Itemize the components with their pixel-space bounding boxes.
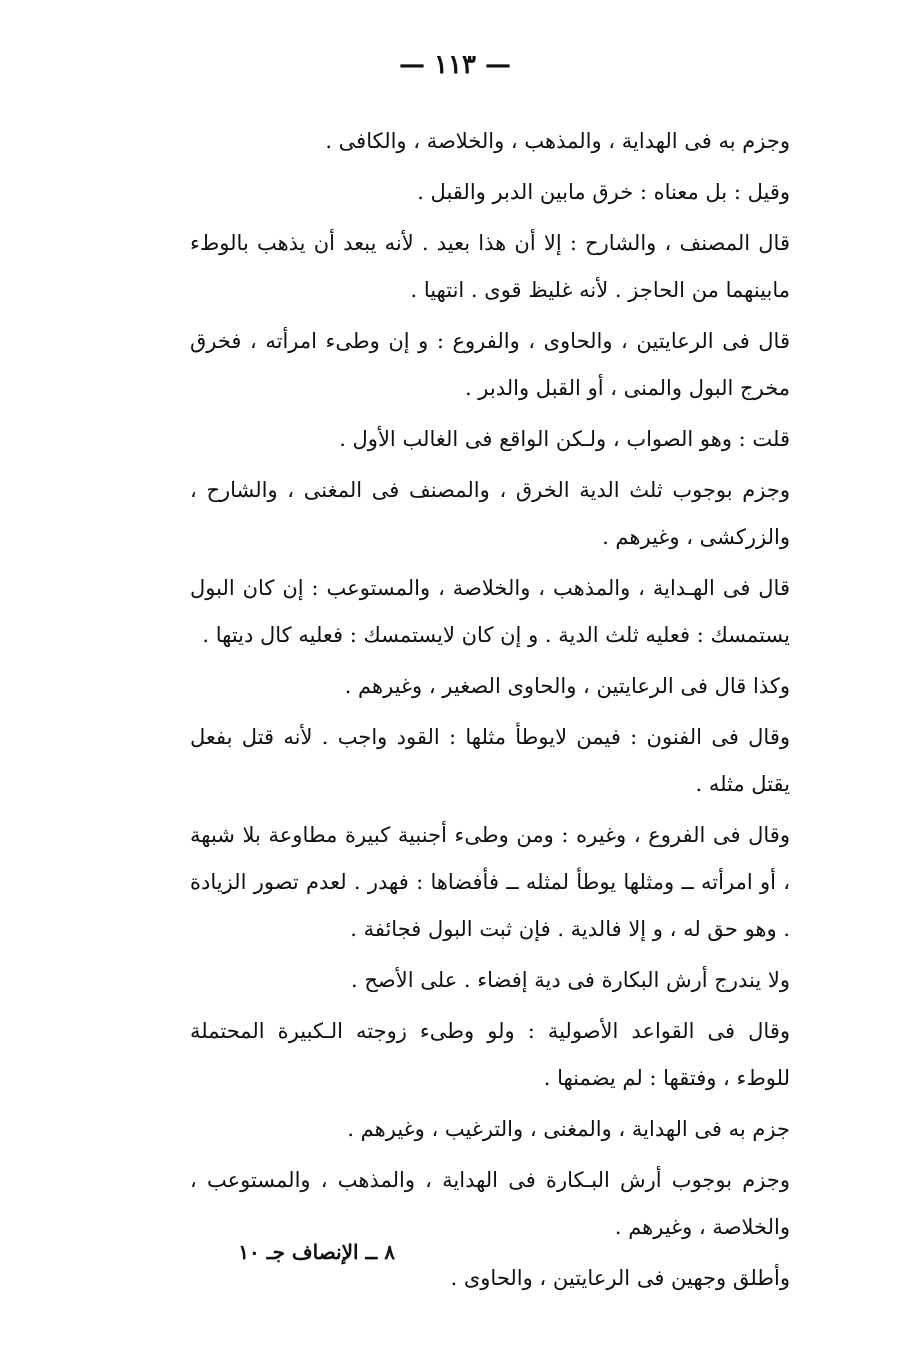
paragraph-1: وجزم به فى الهداية ، والمذهب ، والخلاصة ، والكافى . bbox=[325, 129, 790, 153]
paragraph-2: وقيل : بل معناه : خرق مابين الدبر والقبل . bbox=[417, 180, 790, 204]
paragraph-5: قلت : وهو الصواب ، ولـكن الواقع فى الغالب الأول . bbox=[339, 427, 790, 451]
paragraph-6: وجزم بوجوب ثلث الدية الخرق ، والمصنف فى المغنى ، والشارح ، والزركشى ، وغيرهم . bbox=[190, 478, 790, 549]
paragraph-12: وقال فى القواعد الأصولية : ولو وطىء زوجته الـكبيرة المحتملة للوطء ، وفتقها : لم يضمنها . bbox=[190, 1019, 790, 1090]
paragraph-9: وقال فى الفنون : فيمن لايوطأ مثلها : القود واجب . لأنه قتل بفعل يقتل مثله . bbox=[190, 725, 790, 796]
paragraph-4: قال فى الرعايتين ، والحاوى ، والفروع : و إن وطىء امرأته ، فخرق مخرج البول والمنى ، أو القبل والدبر . bbox=[190, 329, 790, 400]
paragraph-15: وأطلق وجهين فى الرعايتين ، والحاوى . bbox=[450, 1266, 790, 1290]
paragraph-7: قال فى الهـداية ، والمذهب ، والخلاصة ، والمستوعب : إن كان البول يستمسك : فعليه ثلث الدية . و إن كان لايستمسك : فعليه كال ديتها . bbox=[190, 576, 790, 647]
paragraph-11: ولا يندرج أرش البكارة فى دية إفضاء . على الأصح . bbox=[351, 968, 790, 992]
paragraph-10: وقال فى الفروع ، وغيره : ومن وطىء أجنبية كبيرة مطاوعة بلا شبهة ، أو امرأته ــ ومثلها يوطأ لمثله ــ فأفضاها : فهدر . لعدم تصور الزيادة . وهو حق له ، و إلا فالدية . فإن ثبت البول فجائفة . bbox=[190, 823, 790, 941]
page-number: — ١١٣ — bbox=[398, 50, 512, 80]
paragraph-14: وجزم بوجوب أرش البـكارة فى الهداية ، والمذهب ، والمستوعب ، والخلاصة ، وغيرهم . bbox=[190, 1168, 790, 1239]
body-text bbox=[190, 118, 790, 1306]
paragraph-3: قال المصنف ، والشارح : إلا أن هذا بعيد . لأنه يبعد أن يذهب بالوطء مابينهما من الحاجز . لأنه غليظ قوى . انتهيا . bbox=[190, 231, 790, 302]
paragraph-13: جزم به فى الهداية ، والمغنى ، والترغيب ، وغيرهم . bbox=[347, 1117, 790, 1141]
footer-signature: ٨ ــ الإنصاف جـ ١٠ bbox=[238, 1240, 395, 1264]
paragraph-8: وكذا قال فى الرعايتين ، والحاوى الصغير ، وغيرهم . bbox=[344, 674, 790, 698]
